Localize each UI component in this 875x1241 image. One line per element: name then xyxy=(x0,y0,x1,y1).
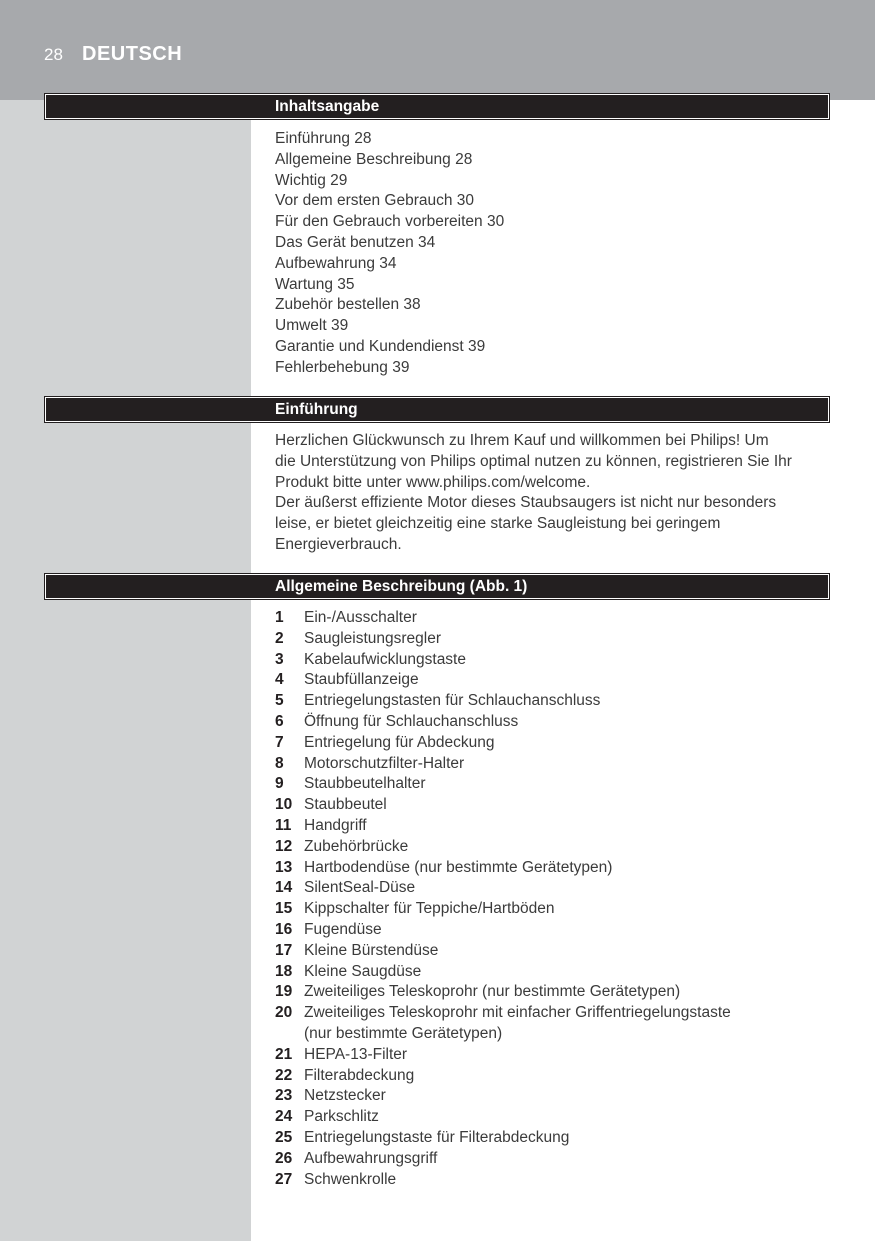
item-number: 3 xyxy=(275,650,284,668)
item-number: 24 xyxy=(275,1108,293,1126)
item-text: HEPA-13-Filter xyxy=(304,1045,408,1063)
item-number: 7 xyxy=(275,733,284,751)
list-item xyxy=(275,629,835,650)
item-text: Zweiteiliges Teleskoprohr (nur bestimmte Gerätetypen) xyxy=(304,983,681,1001)
item-number: 6 xyxy=(275,712,284,730)
item-text: Hartbodendüse (nur bestimmte Gerätetypen) xyxy=(304,858,613,876)
section-title-intro: Einführung xyxy=(275,401,358,418)
item-number: 8 xyxy=(275,754,284,772)
list-item xyxy=(275,608,835,629)
item-number: 27 xyxy=(275,1170,293,1188)
item-number: 5 xyxy=(275,692,284,710)
item-text: Schwenkrolle xyxy=(304,1170,397,1188)
list-item xyxy=(275,962,835,983)
intro-line: leise, er bietet gleichzeitig eine starke Saugleistung bei geringem xyxy=(275,515,721,533)
toc-entry: Vor dem ersten Gebrauch 30 xyxy=(275,192,475,210)
item-text: Fugendüse xyxy=(304,920,382,938)
list-item xyxy=(275,795,835,816)
list-item xyxy=(275,816,835,837)
item-text: Handgriff xyxy=(304,816,367,834)
toc-entry: Für den Gebrauch vorbereiten 30 xyxy=(275,213,505,231)
item-number: 25 xyxy=(275,1128,293,1146)
item-text: Staubbeutel xyxy=(304,796,387,814)
toc-entry: Umwelt 39 xyxy=(275,317,349,335)
item-number: 23 xyxy=(275,1087,293,1105)
list-item xyxy=(275,712,835,733)
toc-entry: Wichtig 29 xyxy=(275,171,348,189)
item-text: Öffnung für Schlauchanschluss xyxy=(304,712,519,730)
item-number: 10 xyxy=(275,796,293,814)
list-item xyxy=(275,837,835,858)
toc-entry: Wartung 35 xyxy=(275,275,355,293)
item-number: 16 xyxy=(275,920,293,938)
item-text: Entriegelung für Abdeckung xyxy=(304,733,495,751)
list-item xyxy=(275,1066,835,1087)
item-number: 12 xyxy=(275,837,293,855)
item-number: 17 xyxy=(275,941,293,959)
toc-entry: Allgemeine Beschreibung 28 xyxy=(275,150,473,168)
list-item xyxy=(275,858,835,879)
section-bar-toc xyxy=(45,94,829,119)
item-text: Filterabdeckung xyxy=(304,1066,415,1084)
item-text: Zubehörbrücke xyxy=(304,837,409,855)
item-number: 11 xyxy=(275,816,292,834)
item-text: Saugleistungsregler xyxy=(304,629,442,647)
item-number: 21 xyxy=(275,1045,293,1063)
item-number: 14 xyxy=(275,879,293,897)
toc-entry: Garantie und Kundendienst 39 xyxy=(275,337,486,355)
list-item xyxy=(275,754,835,775)
list-item xyxy=(275,1149,835,1170)
item-number: 26 xyxy=(275,1149,293,1167)
item-text: Entriegelungstasten für Schlauchanschluss xyxy=(304,692,601,710)
list-item xyxy=(275,691,835,712)
list-item xyxy=(275,670,835,691)
intro-line: Herzlichen Glückwunsch zu Ihrem Kauf und willkommen bei Philips! Um xyxy=(275,432,769,449)
list-item xyxy=(275,733,835,754)
language-title: DEUTSCH xyxy=(82,43,183,65)
page-number: 28 xyxy=(44,45,63,64)
list-item xyxy=(275,878,835,899)
list-item xyxy=(275,1170,835,1191)
item-text: Netzstecker xyxy=(304,1087,386,1105)
item-number: 18 xyxy=(275,962,293,980)
item-number: 9 xyxy=(275,775,284,793)
item-text: Kleine Saugdüse xyxy=(304,962,422,980)
section-bar-description xyxy=(45,574,829,599)
item-text: Ein-/Ausschalter xyxy=(304,609,417,626)
item-number: 4 xyxy=(275,671,284,689)
section-title-description: Allgemeine Beschreibung (Abb. 1) xyxy=(275,578,528,595)
item-number: 2 xyxy=(275,629,284,647)
item-text: Kabelaufwicklungstaste xyxy=(304,650,466,668)
item-number: 13 xyxy=(275,858,293,876)
item-text: Staubfüllanzeige xyxy=(304,671,419,689)
page-header xyxy=(0,0,875,100)
item-text: Motorschutzfilter-Halter xyxy=(304,754,465,772)
toc-list xyxy=(275,129,835,379)
list-item xyxy=(275,650,835,671)
list-item xyxy=(275,1107,835,1128)
section-title-toc: Inhaltsangabe xyxy=(275,98,380,115)
intro-line: Der äußerst effiziente Motor dieses Staubsaugers ist nicht nur besonders xyxy=(275,494,777,512)
item-number: 19 xyxy=(275,983,293,1001)
list-item xyxy=(275,1045,835,1066)
item-number: 1 xyxy=(275,609,284,626)
item-number: 15 xyxy=(275,900,293,918)
item-text-line1: Zweiteiliges Teleskoprohr mit einfacher Griffentriegelungstaste xyxy=(304,1004,731,1022)
list-item xyxy=(275,899,835,920)
item-text: Staubbeutelhalter xyxy=(304,775,426,793)
toc-entry: Aufbewahrung 34 xyxy=(275,254,397,272)
toc-entry: Das Gerät benutzen 34 xyxy=(275,233,436,251)
toc-entry: Fehlerbehebung 39 xyxy=(275,358,410,376)
item-number: 20 xyxy=(275,1004,293,1022)
list-item xyxy=(275,982,835,1003)
item-number: 22 xyxy=(275,1066,293,1084)
item-text: SilentSeal-Düse xyxy=(304,879,416,897)
list-item xyxy=(275,941,835,962)
item-text: Parkschlitz xyxy=(304,1108,379,1126)
item-text xyxy=(304,1003,804,1045)
list-item xyxy=(275,1128,835,1149)
item-text: Kippschalter für Teppiche/Hartböden xyxy=(304,900,555,918)
intro-paragraph xyxy=(275,431,835,556)
item-text: Kleine Bürstendüse xyxy=(304,941,439,959)
item-text: Aufbewahrungsgriff xyxy=(304,1149,438,1167)
list-item xyxy=(275,1003,835,1045)
left-margin-column xyxy=(0,100,251,1241)
intro-line: die Unterstützung von Philips optimal nutzen zu können, registrieren Sie Ihr xyxy=(275,452,792,470)
section-bar-intro xyxy=(45,397,829,422)
toc-entry: Zubehör bestellen 38 xyxy=(275,296,421,314)
list-item xyxy=(275,774,835,795)
list-item xyxy=(275,1086,835,1107)
intro-line: Produkt bitte unter www.philips.com/welcome. xyxy=(275,473,591,491)
parts-list xyxy=(275,608,835,1190)
toc-entry: Einführung 28 xyxy=(275,130,372,147)
intro-line: Energieverbrauch. xyxy=(275,535,402,553)
item-text: Entriegelungstaste für Filterabdeckung xyxy=(304,1128,570,1146)
item-text-line2: (nur bestimmte Gerätetypen) xyxy=(304,1024,503,1042)
list-item xyxy=(275,920,835,941)
